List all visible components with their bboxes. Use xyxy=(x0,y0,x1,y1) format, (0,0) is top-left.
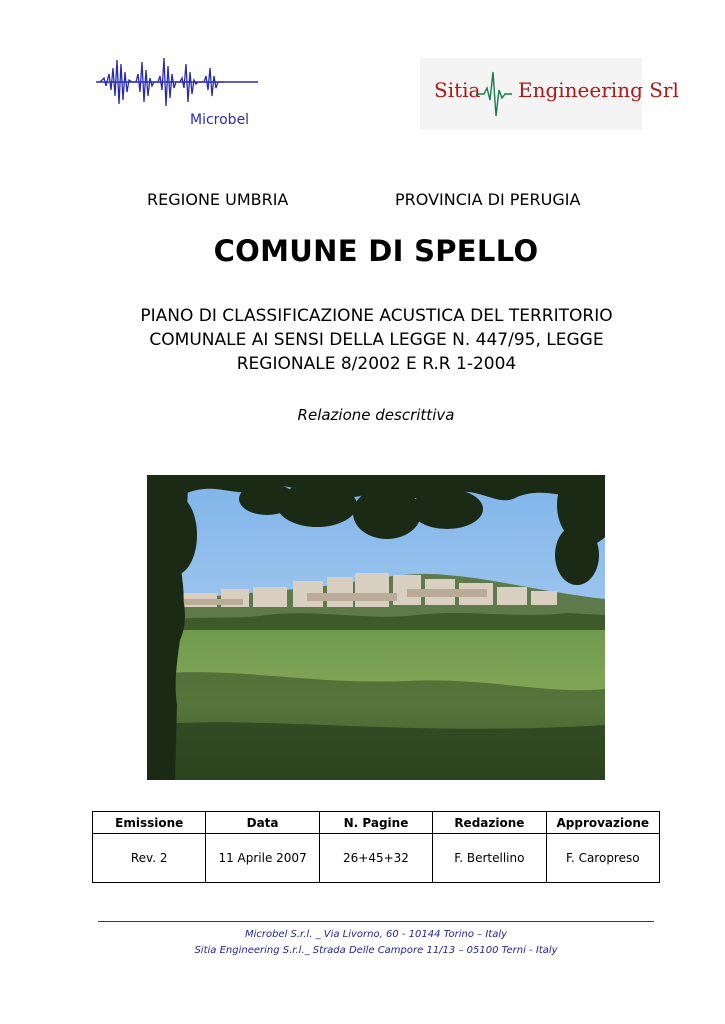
col-data: Data xyxy=(206,812,319,834)
footer-divider xyxy=(98,921,654,922)
footer-microbel-address: Microbel S.r.l. _ Via Livorno, 60 - 10144 Torino – Italy xyxy=(244,929,508,940)
subtitle-line-3: REGIONALE 8/2002 E R.R 1-2004 xyxy=(236,354,517,374)
cell-approvazione: F. Caropreso xyxy=(546,834,659,883)
cell-redazione: F. Bertellino xyxy=(433,834,546,883)
subtitle-line-1: PIANO DI CLASSIFICAZIONE ACUSTICA DEL TERRITORIO xyxy=(140,306,613,326)
col-approvazione: Approvazione xyxy=(546,812,659,834)
subtitle-line-2: COMUNALE AI SENSI DELLA LEGGE N. 447/95, LEGGE xyxy=(149,330,604,350)
col-redazione: Redazione xyxy=(433,812,546,834)
table-header-row xyxy=(93,812,660,834)
microbel-logo xyxy=(92,50,267,138)
cell-emissione: Rev. 2 xyxy=(93,834,206,883)
province-label: PROVINCIA DI PERUGIA xyxy=(395,190,581,209)
document-subtitle xyxy=(100,304,653,376)
sitia-name: Sitia Engineering Srl xyxy=(434,78,679,102)
sitia-logo xyxy=(420,58,679,130)
landscape-photo xyxy=(147,475,605,780)
pulse-icon xyxy=(476,68,512,120)
waveform-icon xyxy=(92,50,267,112)
microbel-name: Microbel xyxy=(190,112,250,128)
revision-table xyxy=(92,811,660,883)
document-type: Relazione descrittiva xyxy=(297,406,455,424)
col-pagine: N. Pagine xyxy=(319,812,432,834)
region-label: REGIONE UMBRIA xyxy=(147,190,289,209)
table-row xyxy=(93,834,660,883)
cell-data: 11 Aprile 2007 xyxy=(206,834,319,883)
page-title: COMUNE DI SPELLO xyxy=(213,234,539,268)
col-emissione: Emissione xyxy=(93,812,206,834)
cell-pagine: 26+45+32 xyxy=(319,834,432,883)
footer-sitia-address: Sitia Engineering S.r.l._ Strada Delle Campore 11/13 – 05100 Terni - Italy xyxy=(194,945,558,956)
